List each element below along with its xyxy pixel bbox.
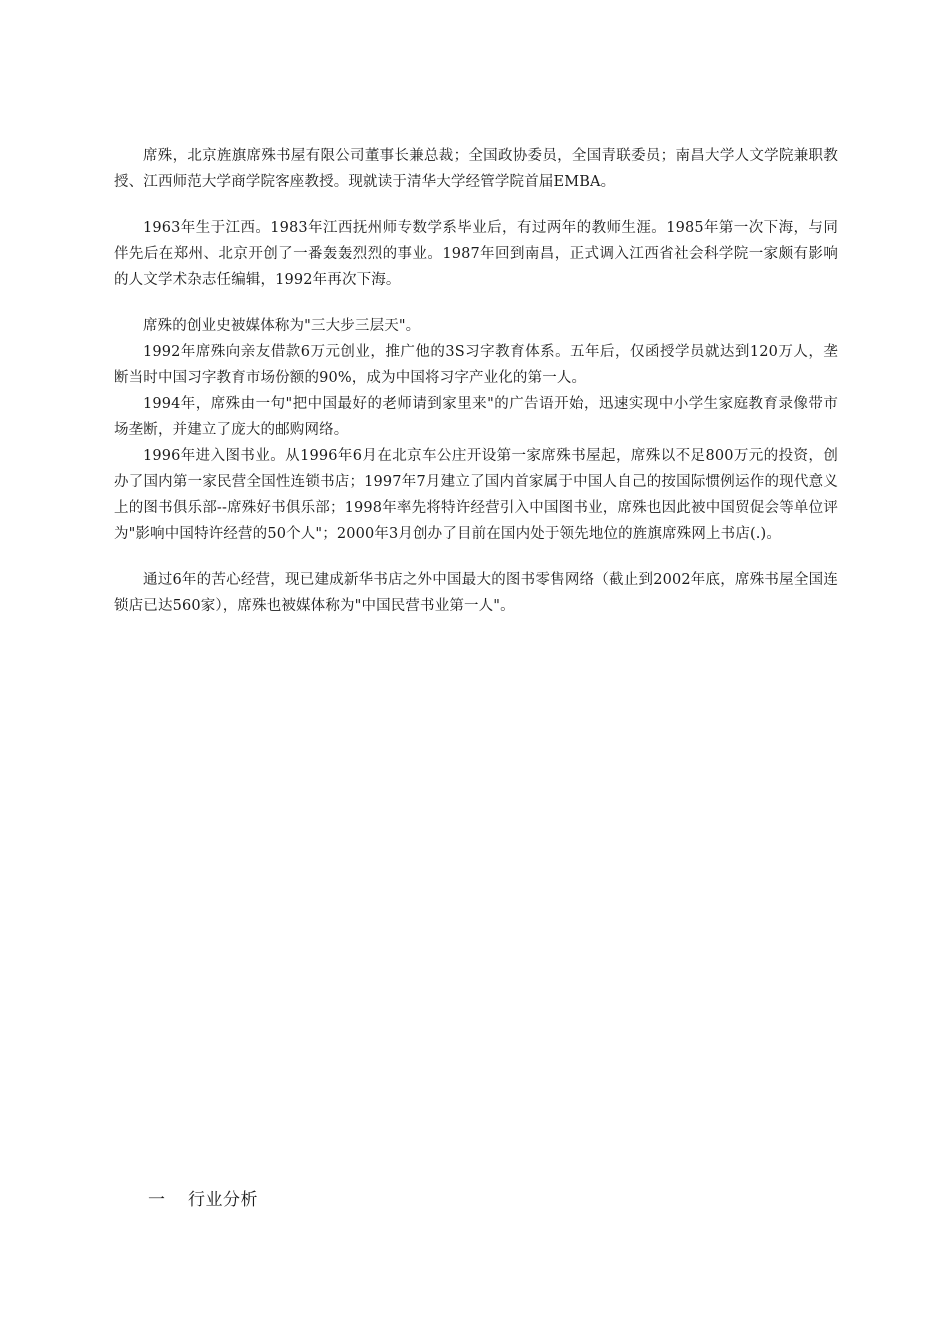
paragraph-early-life: 1963年生于江西。1983年江西抚州师专数学系毕业后，有过两年的教师生涯。1985年第一次下海，与同伴先后在郑州、北京开创了一番轰轰烈烈的事业。1987年回到南昌，正式调入江西省社会科学院一家颇有影响的人文学术杂志任编辑，1992年再次下海。 xyxy=(114,220,838,288)
paragraph-startup-history: 席殊的创业史被媒体称为"三大步三层天"。 xyxy=(143,318,421,334)
section-title: 行业分析 xyxy=(188,1190,258,1210)
paragraph-1992: 1992年席殊向亲友借款6万元创业，推广他的3S习字教育体系。五年后，仅函授学员就达到120万人，垄断当时中国习字教育市场份额的90%，成为中国将习字产业化的第一人。 xyxy=(114,344,838,386)
paragraph-summary: 通过6年的苦心经营，现已建成新华书店之外中国最大的图书零售网络（截止到2002年底，席殊书屋全国连锁店已达560家），席殊也被媒体称为"中国民营书业第一人"。 xyxy=(114,572,838,614)
paragraph-1994: 1994年，席殊由一句"把中国最好的老师请到家里来"的广告语开始，迅速实现中小学生家庭教育录像带市场垄断，并建立了庞大的邮购网络。 xyxy=(114,396,838,438)
section-number: 一 xyxy=(148,1190,166,1210)
section-heading xyxy=(148,1187,258,1213)
biography-body xyxy=(114,143,838,619)
paragraph-1996: 1996年进入图书业。从1996年6月在北京车公庄开设第一家席殊书屋起，席殊以不足800万元的投资，创办了国内第一家民营全国性连锁书店；1997年7月建立了国内首家属于中国人自己的按国际惯例运作的现代意义上的图书俱乐部--席殊好书俱乐部；1998年率先将特许经营引入中国图书业，席殊也因此被中国贸促会等单位评为"影响中国特许经营的50个人"；2000年3月创办了目前在国内处于领先地位的旌旗席殊网上书店(.)。 xyxy=(114,448,838,542)
paragraph-intro: 席殊，北京旌旗席殊书屋有限公司董事长兼总裁；全国政协委员，全国青联委员；南昌大学人文学院兼职教授、江西师范大学商学院客座教授。现就读于清华大学经管学院首届EMBA。 xyxy=(114,148,838,190)
